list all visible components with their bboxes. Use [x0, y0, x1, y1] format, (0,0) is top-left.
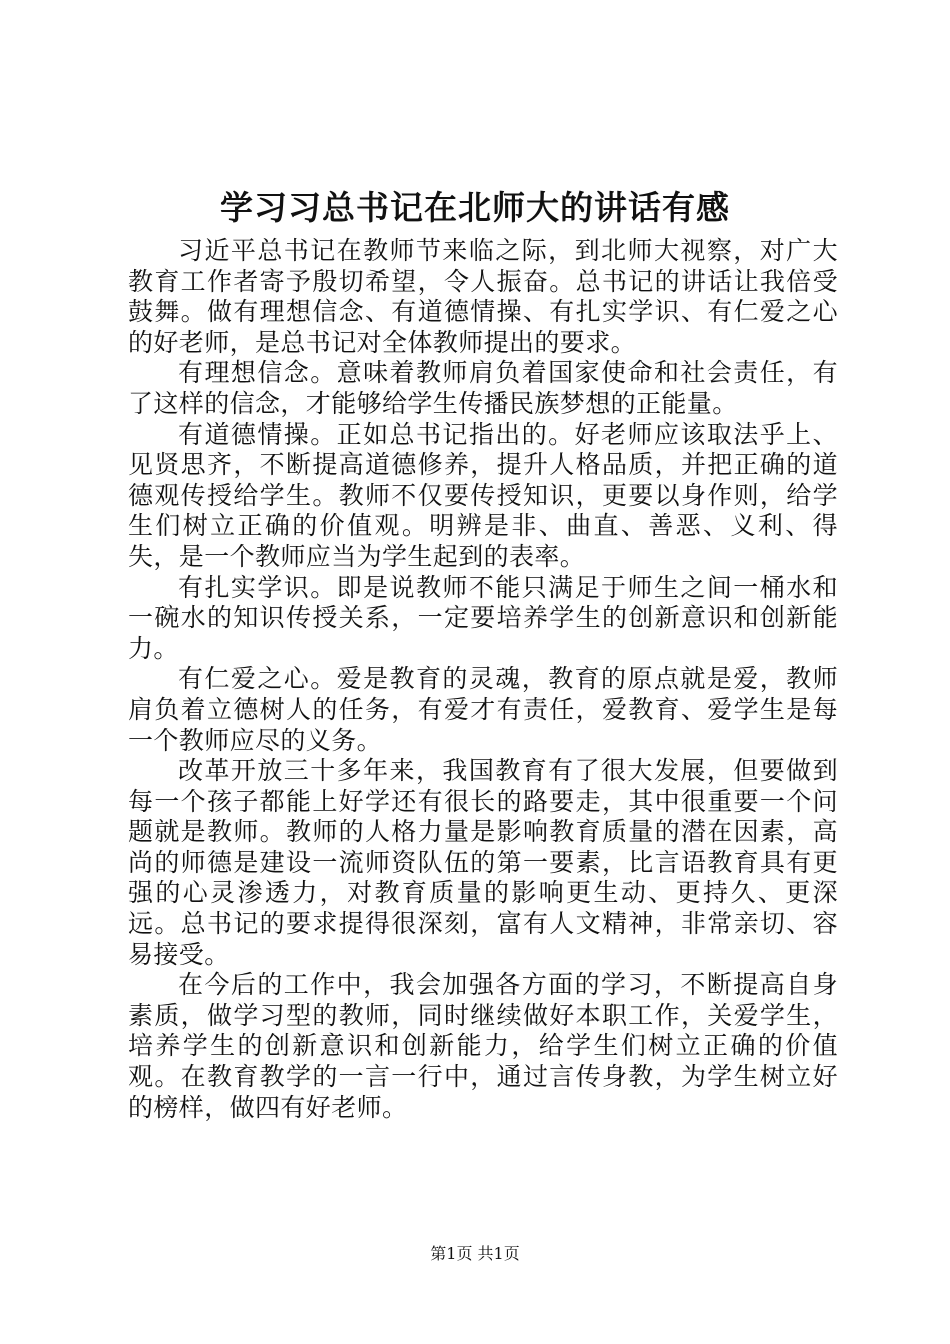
- paragraph-reform: 改革开放三十多年来，我国教育有了很大发展，但要做到每一个孩子都能上好学还有很长的路要走，其中很重要一个问题就是教师。教师的人格力量是影响教育质量的潜在因素，高尚的师德是建设一流师资队伍的第一要素，比言语教育具有更强的心灵渗透力，对教育质量的影响更生动、更持久、更深远。总书记的要求提得很深刻，富有人文精神，非常亲切、容易接受。: [128, 756, 838, 969]
- page-footer: 第1页 共1页: [430, 1244, 520, 1263]
- paragraph-morality: 有道德情操。正如总书记指出的。好老师应该取法乎上、见贤思齐，不断提高道德修养，提升人格品质，并把正确的道德观传授给学生。教师不仅要传授知识，更要以身作则，给学生们树立正确的价值观。明辨是非、曲直、善恶、义利、得失，是一个教师应当为学生起到的表率。: [128, 419, 838, 571]
- paragraph-conclusion: 在今后的工作中，我会加强各方面的学习，不断提高自身素质，做学习型的教师，同时继续做好本职工作，关爱学生，培养学生的创新意识和创新能力，给学生们树立正确的价值观。在教育教学的一言一行中，通过言传身教，为学生树立好的榜样，做四有好老师。: [128, 970, 838, 1122]
- document-body: [128, 236, 838, 1123]
- paragraph-ideals: 有理想信念。意味着教师肩负着国家使命和社会责任，有了这样的信念，才能够给学生传播民族梦想的正能量。: [128, 358, 838, 418]
- document-title: 学习习总书记在北师大的讲话有感: [220, 188, 730, 227]
- paragraph-intro: 习近平总书记在教师节来临之际，到北师大视察，对广大教育工作者寄予殷切希望，令人振奋。总书记的讲话让我倍受鼓舞。做有理想信念、有道德情操、有扎实学识、有仁爱之心的好老师，是总书记对全体教师提出的要求。: [128, 236, 838, 357]
- paragraph-knowledge: 有扎实学识。即是说教师不能只满足于师生之间一桶水和一碗水的知识传授关系，一定要培养学生的创新意识和创新能力。: [128, 572, 838, 663]
- paragraph-compassion: 有仁爱之心。爱是教育的灵魂，教育的原点就是爱，教师肩负着立德树人的任务，有爱才有责任，爱教育、爱学生是每一个教师应尽的义务。: [128, 664, 838, 755]
